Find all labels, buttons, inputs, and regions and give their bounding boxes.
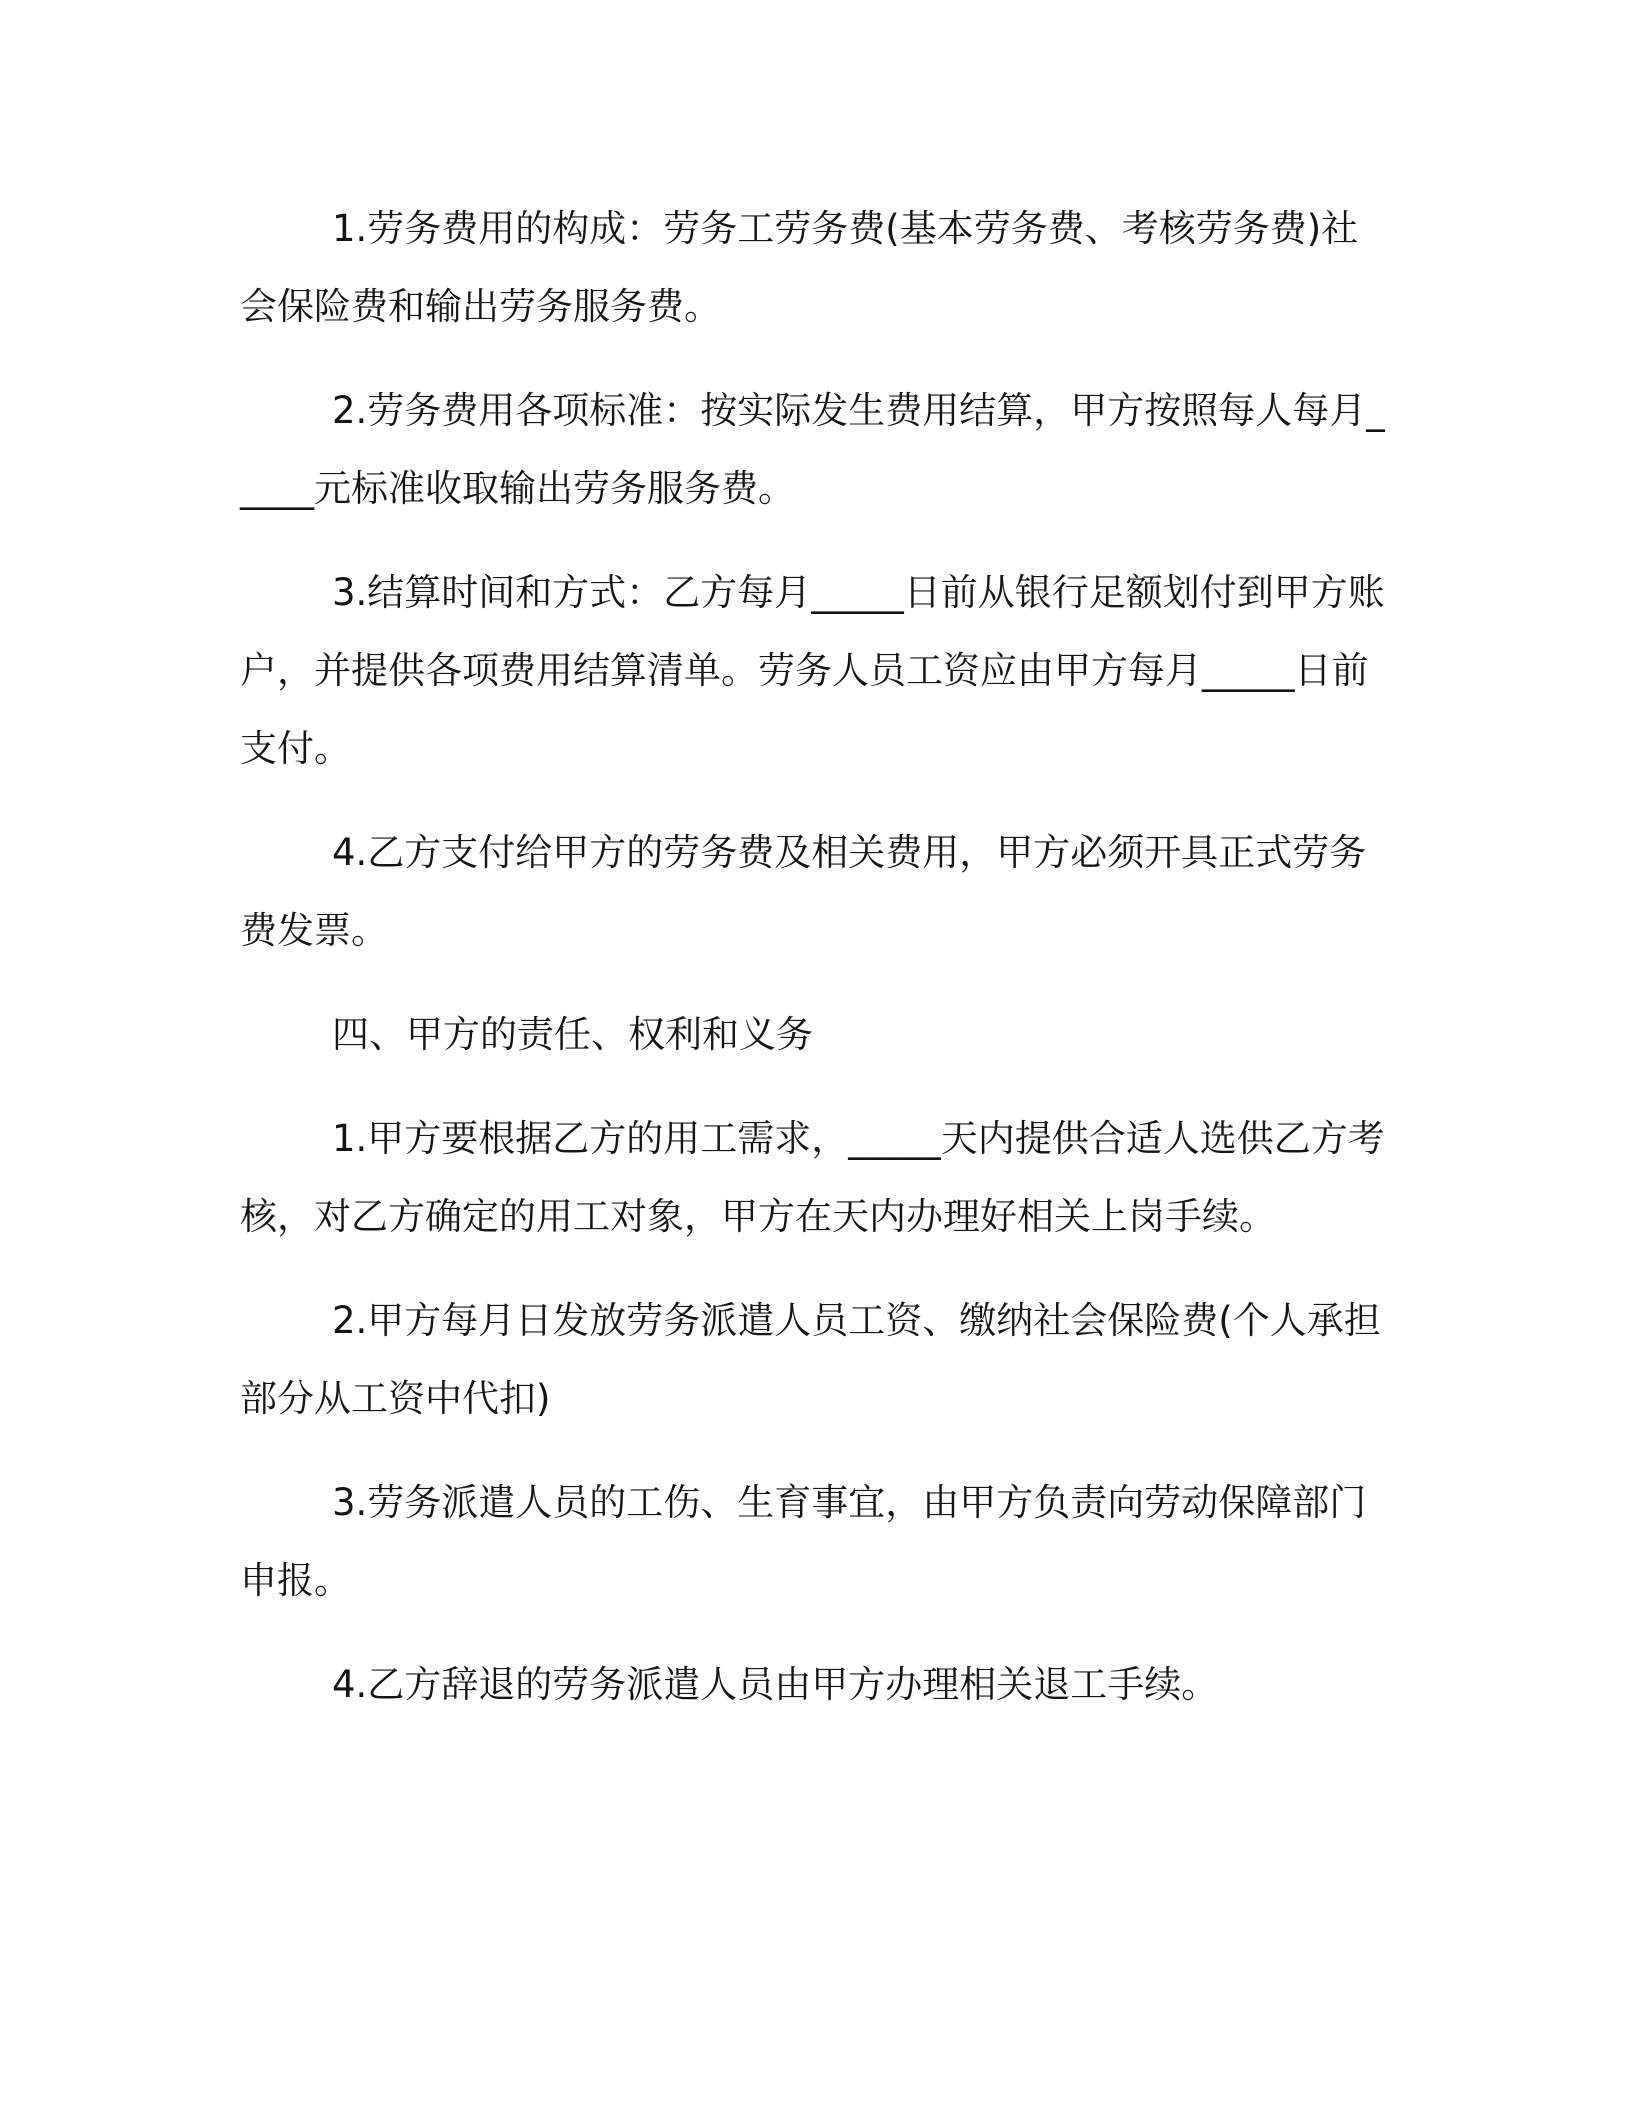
paragraph-settlement-time: 3.结算时间和方式：乙方每月_____日前从银行足额划付到甲方账户，并提供各项费用结算清单。劳务人员工资应由甲方每月_____日前支付。: [240, 571, 1385, 770]
document-body: [240, 190, 1392, 1750]
paragraph-candidate-supply: 1.甲方要根据乙方的用工需求，_____天内提供合适人选供乙方考核，对乙方确定的用工对象，甲方在天内办理好相关上岗手续。: [240, 1117, 1385, 1238]
paragraph-invoice: 4.乙方支付给甲方的劳务费及相关费用，甲方必须开具正式劳务费发票。: [240, 831, 1367, 952]
paragraph-fee-composition: 1.劳务费用的构成：劳务工劳务费(基本劳务费、考核劳务费)社会保险费和输出劳务服务费。: [240, 207, 1359, 328]
paragraph-salary-payment: 2.甲方每月日发放劳务派遣人员工资、缴纳社会保险费(个人承担部分从工资中代扣): [240, 1299, 1381, 1420]
paragraph-fee-standards: 2.劳务费用各项标准：按实际发生费用结算，甲方按照每人每月_____元标准收取输出劳务服务费。: [240, 389, 1385, 510]
paragraph-injury-reporting: 3.劳务派遣人员的工伤、生育事宜，由甲方负责向劳动保障部门申报。: [240, 1481, 1367, 1602]
section-heading-party-a-duties: 四、甲方的责任、权利和义务: [332, 1013, 813, 1056]
paragraph-dismissal-procedure: 4.乙方辞退的劳务派遣人员由甲方办理相关退工手续。: [332, 1663, 1219, 1706]
